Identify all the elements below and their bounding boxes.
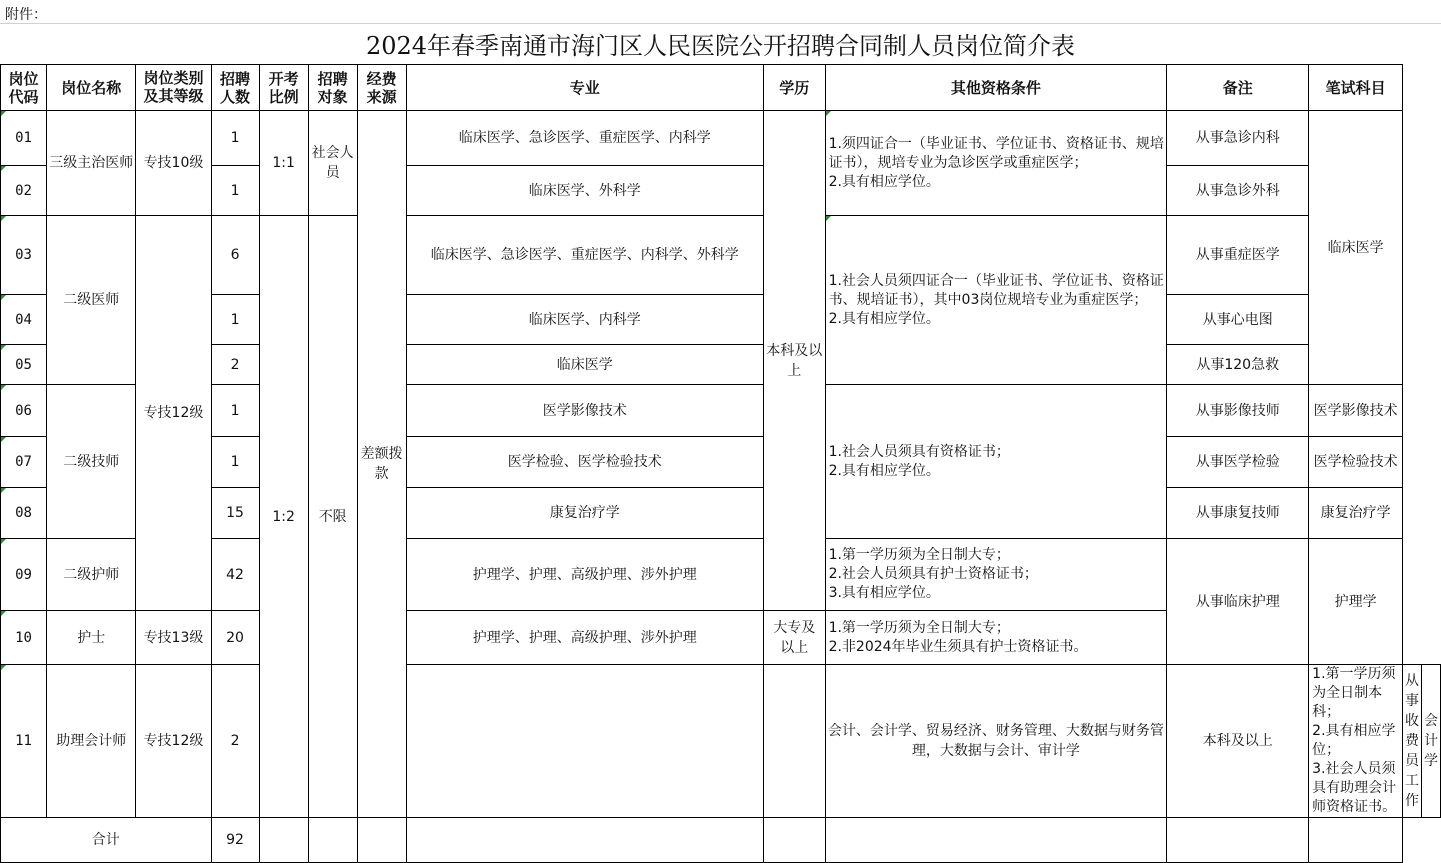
position-code-text: 02 — [15, 182, 32, 199]
requirements — [825, 111, 1167, 216]
requirements — [1309, 665, 1403, 818]
major: 护理学、护理、高级护理、涉外护理 — [406, 539, 763, 611]
position-code-text: 05 — [15, 356, 32, 373]
education: 本科及以上 — [763, 111, 825, 611]
table-row — [1, 437, 1441, 488]
remark: 从事康复技师 — [1167, 488, 1309, 539]
hire-count: 1 — [211, 385, 259, 437]
education — [763, 611, 825, 665]
empty-cell — [259, 818, 308, 863]
hire-count: 2 — [211, 665, 259, 818]
position-name: 助理会计师 — [47, 665, 136, 818]
position-code-text: 11 — [15, 733, 32, 749]
table-row — [1, 111, 1441, 166]
empty-cell — [357, 818, 406, 863]
remark: 从事120急救 — [1167, 345, 1309, 385]
position-code-text: 03 — [15, 247, 32, 263]
position-code — [1, 665, 47, 818]
position-category: 专技10级 — [136, 111, 211, 216]
exam-ratio: 1:2 — [259, 216, 308, 818]
header-category — [136, 65, 211, 111]
remark: 从事影像技师 — [1167, 385, 1309, 437]
requirements-text: 1.社会人员须四证合一（毕业证书、学位证书、资格证书、规培证书），其中03岗位规培专业为重症医学； 2.具有相应学位。 — [828, 272, 1164, 327]
table-row — [1, 488, 1441, 539]
position-name: 护士 — [47, 611, 136, 665]
position-code — [1, 166, 47, 216]
table-row — [1, 295, 1441, 345]
exam-subject: 医学检验技术 — [1309, 437, 1403, 488]
cell-marker — [826, 111, 831, 116]
major — [406, 216, 763, 295]
major: 康复治疗学 — [406, 488, 763, 539]
exam-subject: 临床医学 — [1309, 111, 1403, 385]
header-code: 岗位代码 — [1, 65, 47, 111]
hire-count: 1 — [211, 295, 259, 345]
cell-marker — [1, 166, 6, 171]
header-ratio: 开考比例 — [259, 65, 308, 111]
cell-marker — [1, 385, 6, 390]
total-label: 合计 — [1, 818, 212, 863]
position-code — [1, 611, 47, 665]
hire-count: 6 — [211, 216, 259, 295]
header-target: 招聘对象 — [308, 65, 357, 111]
hire-count: 2 — [211, 345, 259, 385]
major: 临床医学、内科学 — [406, 295, 763, 345]
requirements-text: 1.第一学历须为全日制大专； 2.非2024年毕业生须具有护士资格证书。 — [828, 619, 1088, 655]
cell-marker — [1, 295, 6, 300]
cell-marker — [1, 488, 6, 493]
position-code-text: 04 — [15, 311, 32, 328]
target-empty — [763, 665, 825, 818]
empty-cell — [1309, 818, 1403, 863]
empty-cell — [825, 818, 1167, 863]
header-education: 学历 — [763, 65, 825, 111]
top-divider — [0, 23, 1441, 24]
remark: 从事急诊内科 — [1167, 111, 1309, 166]
major: 会计、会计学、贸易经济、财务管理、大数据与财务管理，大数据与会计、审计学 — [825, 665, 1167, 818]
remark: 从事临床护理 — [1167, 539, 1309, 665]
total-row — [1, 818, 1441, 863]
major: 临床医学、外科学 — [406, 166, 763, 216]
education-text: 本科及以上 — [1202, 733, 1273, 749]
requirements-text: 1.须四证合一（毕业证书、学位证书、资格证书、规培证书），规培专业为急诊医学或重症医学； 2.具有相应学位。 — [828, 135, 1164, 190]
hire-count: 1 — [211, 437, 259, 488]
hire-count: 1 — [211, 166, 259, 216]
requirements — [825, 611, 1167, 665]
total-count: 92 — [211, 818, 259, 863]
cell-marker — [1, 345, 6, 350]
remark: 从事收费员工作 — [1403, 665, 1422, 818]
remark: 从事急诊外科 — [1167, 166, 1309, 216]
header-row — [1, 65, 1441, 111]
cell-marker — [1, 216, 6, 221]
position-code — [1, 295, 47, 345]
position-name: 二级护师 — [47, 539, 136, 611]
position-code — [1, 488, 47, 539]
table-row — [1, 166, 1441, 216]
header-exam: 笔试科目 — [1309, 65, 1403, 111]
position-code — [1, 345, 47, 385]
table-row — [1, 539, 1441, 611]
positions-table — [0, 64, 1441, 863]
position-name: 三级主治医师 — [47, 111, 136, 216]
requirements-text: 1.第一学历须为全日制本科； 2.具有相应学位； 3.社会人员须具有助理会计师资格证书。 — [1312, 666, 1397, 815]
hire-count: 20 — [211, 611, 259, 665]
major: 临床医学 — [406, 345, 763, 385]
position-name: 二级技师 — [47, 385, 136, 539]
header-requirements: 其他资格条件 — [825, 65, 1167, 111]
major: 临床医学、急诊医学、重症医学、内科学 — [406, 111, 763, 166]
position-code — [1, 216, 47, 295]
position-category: 专技12级 — [136, 216, 211, 611]
position-code-text: 08 — [15, 505, 32, 521]
empty-cell — [308, 818, 357, 863]
exam-subject: 康复治疗学 — [1309, 488, 1403, 539]
education — [1167, 665, 1309, 818]
header-count: 招聘人数 — [211, 65, 259, 111]
header-major: 专业 — [406, 65, 763, 111]
ratio-empty — [406, 665, 763, 818]
position-category: 专技13级 — [136, 611, 211, 665]
major: 护理学、护理、高级护理、涉外护理 — [406, 611, 763, 665]
hire-count: 1 — [211, 111, 259, 166]
header-funding: 经费来源 — [357, 65, 406, 111]
table-row — [1, 665, 1441, 818]
empty-cell — [763, 818, 825, 863]
remark: 从事重症医学 — [1167, 216, 1309, 295]
position-category: 专技12级 — [136, 665, 211, 818]
position-code — [1, 111, 47, 166]
document-title: 2024年春季南通市海门区人民医院公开招聘合同制人员岗位简介表 — [365, 32, 1076, 60]
hire-count: 15 — [211, 488, 259, 539]
exam-ratio: 1:1 — [259, 111, 308, 216]
funding-source: 差额拨款 — [357, 111, 406, 818]
table-row — [1, 345, 1441, 385]
position-code-text: 06 — [15, 402, 32, 419]
hire-target: 社会人员 — [308, 111, 357, 216]
remark: 从事医学检验 — [1167, 437, 1309, 488]
position-name: 二级医师 — [47, 216, 136, 385]
requirements — [825, 216, 1167, 385]
position-code-text: 09 — [15, 566, 32, 583]
cell-marker — [1, 111, 6, 116]
education-text: 大专及以上 — [773, 619, 816, 656]
exam-subject: 会计学 — [1422, 665, 1441, 818]
position-code — [1, 539, 47, 611]
major: 医学影像技术 — [406, 385, 763, 437]
position-code — [1, 437, 47, 488]
empty-cell — [406, 818, 763, 863]
header-name: 岗位名称 — [47, 65, 136, 111]
position-code-text: 07 — [15, 454, 32, 470]
cell-marker — [1, 437, 6, 442]
hire-count: 42 — [211, 539, 259, 611]
cell-marker — [1, 665, 6, 670]
header-category-text: 岗位类别及其等级 — [143, 68, 204, 105]
table-row — [1, 216, 1441, 295]
major-text: 临床医学、急诊医学、重症医学、内科学、外科学 — [430, 247, 739, 263]
requirements-text: 1.社会人员须具有资格证书； 2.具有相应学位。 — [828, 443, 1010, 479]
table-row — [1, 385, 1441, 437]
cell-marker — [1, 539, 6, 544]
exam-subject: 护理学 — [1309, 539, 1403, 665]
position-code-text: 01 — [15, 130, 32, 146]
exam-subject: 医学影像技术 — [1309, 385, 1403, 437]
position-code — [1, 385, 47, 437]
requirements — [825, 539, 1167, 611]
cell-marker — [1, 611, 6, 616]
empty-cell — [1167, 818, 1309, 863]
attachment-label: 附件： — [5, 7, 47, 23]
remark: 从事心电图 — [1167, 295, 1309, 345]
cell-marker — [826, 216, 831, 221]
requirements — [825, 385, 1167, 539]
header-remark: 备注 — [1167, 65, 1309, 111]
position-code-text: 10 — [15, 629, 32, 646]
hire-target: 不限 — [308, 216, 357, 818]
major: 医学检验、医学检验技术 — [406, 437, 763, 488]
requirements-text: 1.第一学历须为全日制大专； 2.社会人员须具有护士资格证书； 3.具有相应学位。 — [828, 547, 1038, 601]
